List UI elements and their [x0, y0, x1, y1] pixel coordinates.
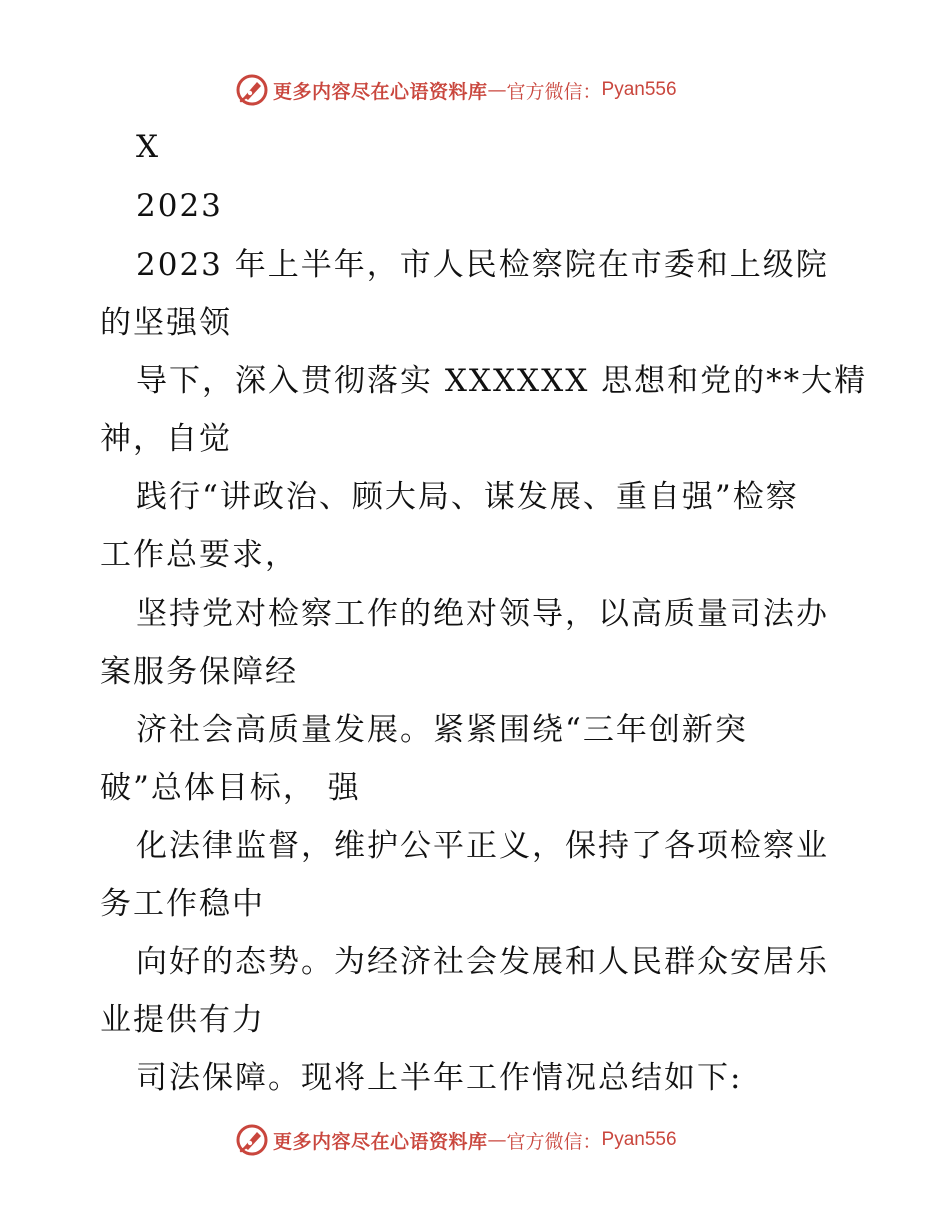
pen-nib-logo-icon: [235, 73, 269, 107]
watermark-footer: [235, 1120, 715, 1160]
watermark-wechat-label: 官方微信：: [506, 80, 602, 103]
watermark-wechat-id: Pyan556: [601, 1129, 677, 1150]
watermark-wechat-id: Pyan556: [601, 79, 677, 100]
body-line: 济社会高质量发展。紧紧围绕“三年创新突: [136, 712, 748, 748]
body-line: 业提供有力: [100, 1002, 265, 1038]
body-line: 导下，深入贯彻落实 XXXXXX 思想和党的**大精: [136, 363, 868, 399]
watermark-main-text: 更多内容尽在心语资料库: [273, 80, 488, 103]
body-line: 破”总体目标， 强: [100, 770, 361, 806]
body-line: 神，自觉: [100, 421, 232, 457]
body-line: 2023 年上半年，市人民检察院在市委和上级院: [136, 247, 829, 283]
body-line: 案服务保障经: [100, 654, 298, 690]
body-line: 化法律监督，维护公平正义，保持了各项检察业: [136, 828, 829, 864]
watermark-header: [235, 70, 715, 110]
body-line: 2023: [136, 188, 223, 224]
watermark-dash: —: [487, 1129, 507, 1151]
pen-nib-logo-icon: [235, 1123, 269, 1157]
body-line: 工作总要求，: [100, 537, 298, 573]
body-line: 坚持党对检察工作的绝对领导，以高质量司法办: [136, 596, 829, 632]
body-line: 向好的态势。为经济社会发展和人民群众安居乐: [136, 944, 829, 980]
watermark-main-text: 更多内容尽在心语资料库: [273, 1130, 488, 1153]
body-line: 践行“讲政治、顾大局、谋发展、重自强”检察: [136, 479, 799, 515]
watermark-wechat-label: 官方微信：: [506, 1130, 602, 1153]
watermark-dash: —: [487, 79, 507, 101]
body-line: 司法保障。现将上半年工作情况总结如下:: [136, 1060, 743, 1096]
body-line: X: [136, 129, 161, 165]
body-line: 的坚强领: [100, 305, 232, 341]
body-line: 务工作稳中: [100, 886, 265, 922]
